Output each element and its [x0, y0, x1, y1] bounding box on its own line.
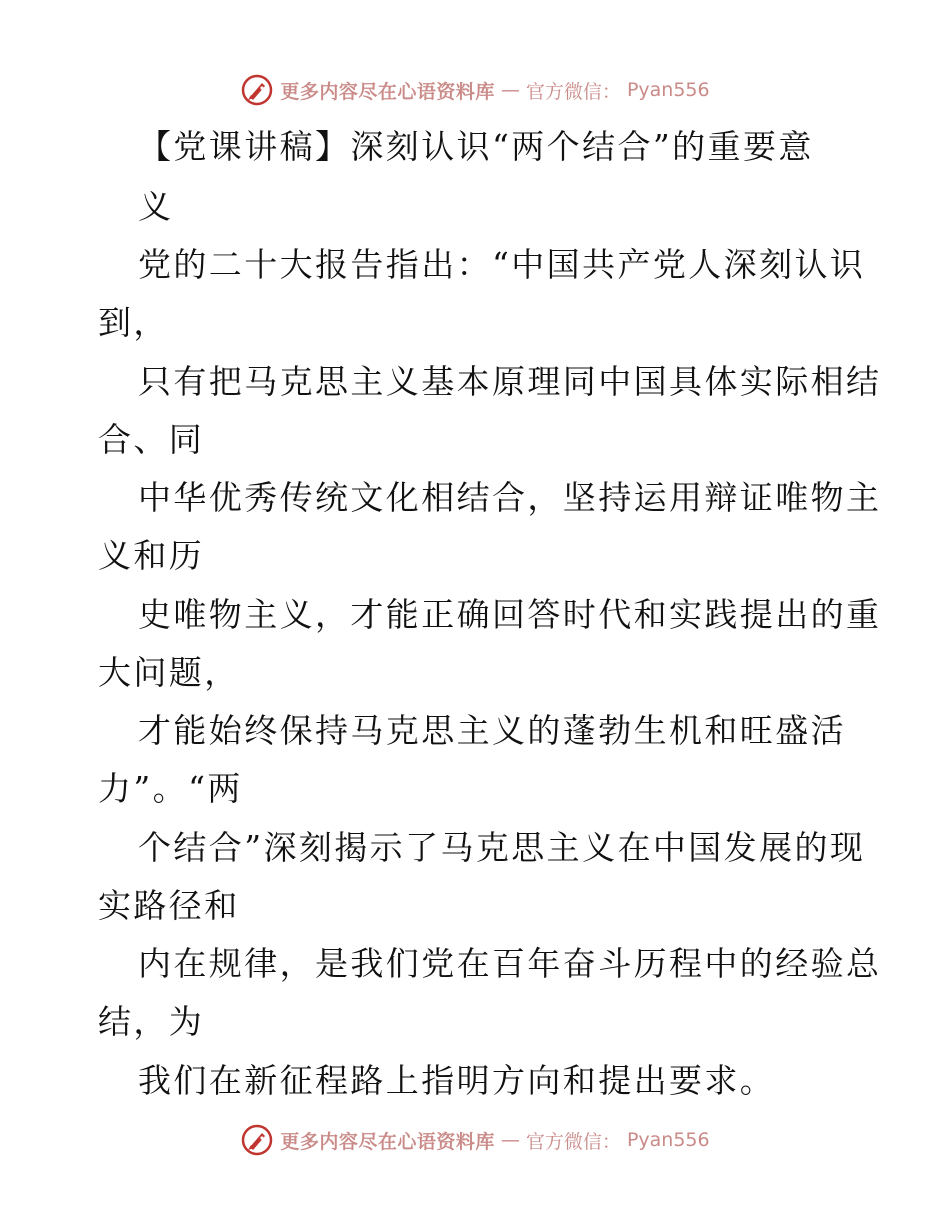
header-banner-content: [240, 73, 709, 107]
paragraph-line: 中华优秀传统文化相结合，坚持运用辩证唯物主: [138, 478, 882, 517]
paragraph-line: 义和历: [98, 536, 205, 575]
site-name-text: 更多内容尽在心语资料库: [280, 1130, 495, 1153]
wechat-id: Pyan556: [626, 79, 710, 101]
paragraph-line: 大问题，: [98, 653, 240, 692]
wechat-label: 官方微信：: [525, 80, 621, 103]
paragraph-line: 党的二十大报告指出：“中国共产党人深刻认识: [138, 245, 866, 284]
document-title-line-2: 义: [138, 187, 174, 226]
wechat-label: 官方微信：: [525, 1130, 621, 1153]
paragraph-line: 到，: [98, 303, 169, 342]
paragraph-line: 内在规律，是我们党在百年奋斗历程中的经验总: [138, 944, 882, 983]
paragraph-line: 结，为: [98, 1002, 205, 1041]
pen-nib-logo-icon: [240, 73, 274, 107]
site-name-text: 更多内容尽在心语资料库: [280, 80, 495, 103]
paragraph-line: 实路径和: [98, 886, 240, 925]
document-title-line-1: 【党课讲稿】深刻认识“两个结合”的重要意: [138, 127, 814, 166]
paragraph-line: 才能始终保持马克思主义的蓬勃生机和旺盛活: [138, 711, 846, 750]
pen-nib-logo-icon: [240, 1123, 274, 1157]
footer-banner: [0, 1120, 950, 1160]
header-banner: [0, 70, 950, 110]
paragraph-line: 力”。“两: [98, 769, 243, 808]
paragraph-line: 我们在新征程路上指明方向和提出要求。: [138, 1061, 776, 1100]
footer-banner-content: [240, 1123, 709, 1157]
paragraph-line: 个结合”深刻揭示了马克思主义在中国发展的现: [138, 828, 866, 867]
banner-dash: —: [500, 79, 520, 101]
paragraph-line: 合、同: [98, 420, 205, 459]
paragraph-line: 史唯物主义，才能正确回答时代和实践提出的重: [138, 595, 882, 634]
wechat-id: Pyan556: [626, 1129, 710, 1151]
paragraph-line: 只有把马克思主义基本原理同中国具体实际相结: [138, 362, 882, 401]
banner-dash: —: [500, 1129, 520, 1151]
